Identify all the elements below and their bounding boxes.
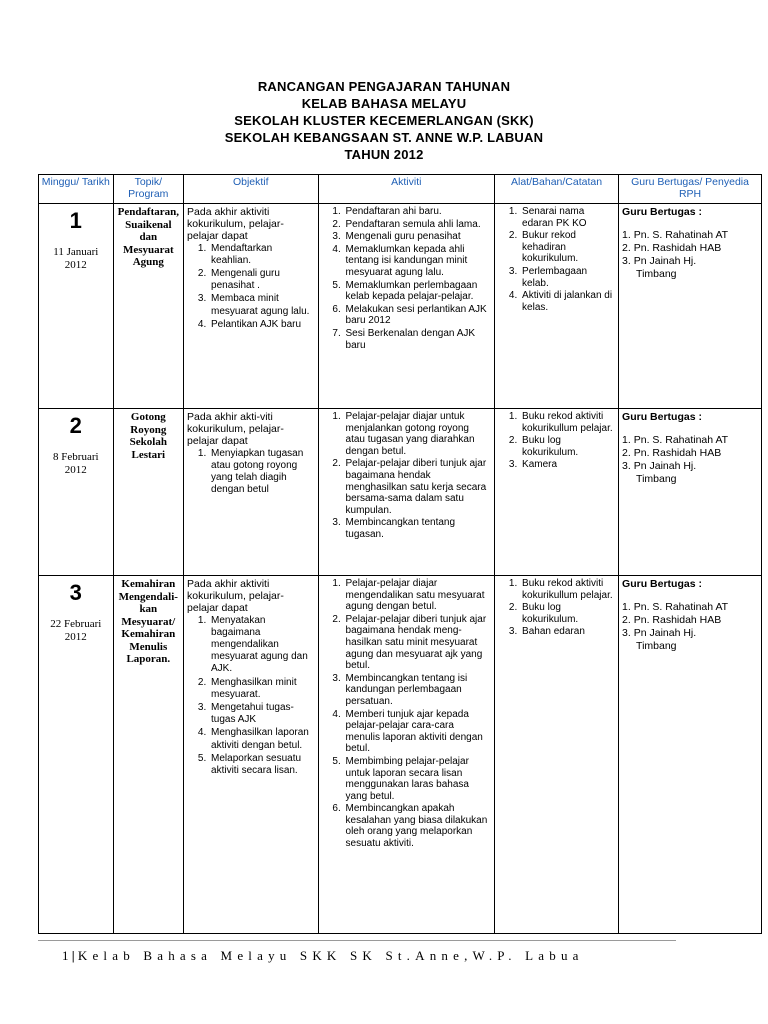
page-number: 1 bbox=[62, 948, 69, 963]
list-item: 1. Pelajar-pelajar diajar mengendalikan satu mesyuarat agung dengan betul. bbox=[344, 578, 492, 613]
table-row bbox=[39, 576, 762, 934]
list-item: 3. Mengenali guru penasihat bbox=[344, 231, 492, 243]
list-item: 5. Membimbing pelajar-pelajar untuk laporan secara lisan menggunakan laras bahasa yang betul. bbox=[344, 756, 492, 802]
footer-text: Kelab Bahasa Melayu SKK SK St.Anne,W.P. Labua bbox=[77, 948, 584, 963]
list-item: 3. Membincangkan tentang isi kandungan perlembagaan persatuan. bbox=[344, 673, 492, 708]
list-item: 3. Pn Jainah Hj. bbox=[622, 255, 697, 268]
list-item: 2. Pn. Rashidah HAB bbox=[622, 447, 722, 460]
activity-list bbox=[322, 411, 492, 541]
list-item: Timbang bbox=[636, 268, 677, 281]
activity-list bbox=[322, 206, 492, 351]
list-item: 1. Pelajar-pelajar diajar untuk menjalankan gotong royong atau tugasan yang diarahkan dengan betul. bbox=[344, 411, 492, 457]
header-line-3: SEKOLAH KLUSTER KECEMERLANGAN (SKK) bbox=[234, 113, 534, 128]
list-item: 2. Pn. Rashidah HAB bbox=[622, 242, 722, 255]
list-item: 4. Aktiviti di jalankan di kelas. bbox=[520, 290, 615, 313]
week-cell bbox=[39, 576, 114, 934]
list-item: 2. Pelajar-pelajar diberi tunjuk ajar bagaimana hendak meng-hasilkan satu minit mesyuarat agung dan mesyuarat ajk yang betul. bbox=[344, 614, 492, 672]
topic-cell: Kemahiran Mengendali-kan Mesyuarat/ Kemahiran Menulis Laporan. bbox=[113, 576, 183, 934]
list-item: 2. Pelajar-pelajar diberi tunjuk ajar bagaimana hendak menghasilkan satu kerja secara bersama-sama dalam satu kumpulan. bbox=[344, 458, 492, 516]
list-item: 2. Pendaftaran semula ahli lama. bbox=[344, 219, 492, 231]
objective-cell bbox=[184, 576, 319, 934]
document-header bbox=[0, 78, 768, 163]
objective-cell bbox=[184, 204, 319, 409]
header-topik: Topik/ Program bbox=[113, 175, 183, 204]
list-item: Timbang bbox=[636, 640, 677, 653]
guru-cell bbox=[619, 576, 762, 934]
list-item: 2. Buku log kokurikulum. bbox=[520, 435, 615, 458]
list-item: 1. Pn. S. Rahatinah AT bbox=[622, 229, 729, 242]
table-row bbox=[39, 409, 762, 576]
guru-list bbox=[622, 229, 758, 281]
list-item: 1. Pn. S. Rahatinah AT bbox=[622, 434, 729, 447]
week-number: 3 bbox=[69, 580, 82, 605]
activity-cell bbox=[318, 204, 495, 409]
list-item: 3. Perlembagaan kelab. bbox=[520, 266, 615, 289]
guru-cell bbox=[619, 409, 762, 576]
table-row bbox=[39, 204, 762, 409]
list-item: 6. Melakukan sesi perlantikan AJK baru 2012 bbox=[344, 304, 492, 327]
list-item: 1. Pn. S. Rahatinah AT bbox=[622, 601, 729, 614]
list-item: 3. Kamera bbox=[520, 459, 615, 471]
guru-list bbox=[622, 601, 758, 653]
header-line-2: KELAB BAHASA MELAYU bbox=[301, 96, 467, 111]
list-item: 1. Buku rekod aktiviti kokurikullum pelajar. bbox=[520, 411, 615, 434]
list-item: 1. Menyatakan bagaimana mengendalikan mesyuarat agung dan AJK. bbox=[209, 615, 315, 676]
list-item: 3. Pn Jainah Hj. bbox=[622, 627, 697, 640]
list-item: 4. Pelantikan AJK baru bbox=[209, 319, 315, 331]
guru-cell bbox=[619, 204, 762, 409]
list-item: 1. Menyiapkan tugasan atau gotong royong yang telah diagih dengan betul bbox=[209, 448, 315, 497]
list-item: 6. Membincangkan apakah kesalahan yang biasa dilakukan oleh orang yang melaporkan sesuatu aktiviti. bbox=[344, 803, 492, 849]
week-date: 11 Januari 2012 bbox=[53, 246, 99, 271]
materials-list bbox=[498, 206, 615, 313]
list-item: 1. Pendaftaran ahi baru. bbox=[344, 206, 492, 218]
list-item: 5. Melaporkan sesuatu aktiviti secara lisan. bbox=[209, 753, 315, 777]
list-item: 1. Senarai nama edaran PK KO bbox=[520, 206, 615, 229]
list-item: 2. Mengenali guru penasihat . bbox=[209, 268, 315, 292]
footer-separator: | bbox=[71, 948, 75, 963]
objective-intro: Pada akhir aktiviti kokurikulum, pelajar-pelajar dapat bbox=[187, 206, 284, 243]
list-item: 5. Memaklumkan perlembagaan kelab kepada pelajar-pelajar. bbox=[344, 280, 492, 303]
list-item: 2. Pn. Rashidah HAB bbox=[622, 614, 722, 627]
activity-list bbox=[322, 578, 492, 850]
footer-divider bbox=[38, 940, 676, 941]
table-header-row bbox=[39, 175, 762, 204]
list-item: 7. Sesi Berkenalan dengan AJK baru bbox=[344, 328, 492, 351]
guru-title: Guru Bertugas : bbox=[622, 411, 702, 423]
list-item: 3. Mengetahui tugas-tugas AJK bbox=[209, 702, 315, 726]
header-line-1: RANCANGAN PENGAJARAN TAHUNAN bbox=[257, 79, 511, 94]
activity-cell bbox=[318, 409, 495, 576]
topic-cell: Gotong Royong Sekolah Lestari bbox=[113, 409, 183, 576]
week-cell bbox=[39, 409, 114, 576]
header-minggu: Minggu/ Tarikh bbox=[39, 175, 114, 204]
guru-list bbox=[622, 434, 758, 486]
objective-intro: Pada akhir akti-viti kokurikulum, pelajar-pelajar dapat bbox=[187, 411, 284, 448]
list-item: 4. Memaklumkan kepada ahli tentang isi kandungan minit mesyuarat agung lalu. bbox=[344, 244, 492, 279]
header-line-5: TAHUN 2012 bbox=[344, 147, 424, 162]
list-item: 3. Bahan edaran bbox=[520, 626, 615, 638]
list-item: 3. Pn Jainah Hj. bbox=[622, 460, 697, 473]
page-footer bbox=[62, 948, 584, 964]
header-line-4: SEKOLAH KEBANGSAAN ST. ANNE W.P. LABUAN bbox=[224, 130, 544, 145]
week-number: 2 bbox=[69, 413, 82, 438]
objective-list bbox=[187, 448, 315, 497]
list-item: 4. Menghasilkan laporan aktiviti dengan betul. bbox=[209, 727, 315, 751]
header-aktiviti: Aktiviti bbox=[318, 175, 495, 204]
list-item: 3. Membaca minit mesyuarat agung lalu. bbox=[209, 293, 315, 317]
header-objektif: Objektif bbox=[184, 175, 319, 204]
list-item: 1. Buku rekod aktiviti kokurikullum pelajar. bbox=[520, 578, 615, 601]
list-item: 4. Memberi tunjuk ajar kepada pelajar-pelajar cara-cara menulis laporan aktiviti dengan betul. bbox=[344, 709, 492, 755]
materials-list bbox=[498, 411, 615, 471]
topic-cell: Pendaftaran, Suaikenal dan Mesyuarat Agung bbox=[113, 204, 183, 409]
materials-cell bbox=[495, 409, 619, 576]
activity-cell bbox=[318, 576, 495, 934]
materials-cell bbox=[495, 204, 619, 409]
list-item: 1. Mendaftarkan keahlian. bbox=[209, 243, 315, 267]
materials-list bbox=[498, 578, 615, 638]
week-cell bbox=[39, 204, 114, 409]
rpt-table bbox=[38, 174, 762, 934]
header-alat: Alat/Bahan/Catatan bbox=[495, 175, 619, 204]
guru-title: Guru Bertugas : bbox=[622, 206, 702, 218]
header-guru: Guru Bertugas/ Penyedia RPH bbox=[619, 175, 762, 204]
week-date: 8 Februari 2012 bbox=[53, 451, 99, 476]
week-date: 22 Februari 2012 bbox=[50, 618, 102, 643]
objective-cell bbox=[184, 409, 319, 576]
guru-title: Guru Bertugas : bbox=[622, 578, 702, 590]
objective-intro: Pada akhir aktiviti kokurikulum, pelajar-pelajar dapat bbox=[187, 578, 284, 615]
objective-list bbox=[187, 615, 315, 778]
list-item: 2. Buku log kokurikulum. bbox=[520, 602, 615, 625]
materials-cell bbox=[495, 576, 619, 934]
list-item: 3. Membincangkan tentang tugasan. bbox=[344, 517, 492, 540]
objective-list bbox=[187, 243, 315, 331]
week-number: 1 bbox=[69, 208, 82, 233]
list-item: Timbang bbox=[636, 473, 677, 486]
list-item: 2. Bukur rekod kehadiran kokurikulum. bbox=[520, 230, 615, 265]
list-item: 2. Menghasilkan minit mesyuarat. bbox=[209, 677, 315, 701]
